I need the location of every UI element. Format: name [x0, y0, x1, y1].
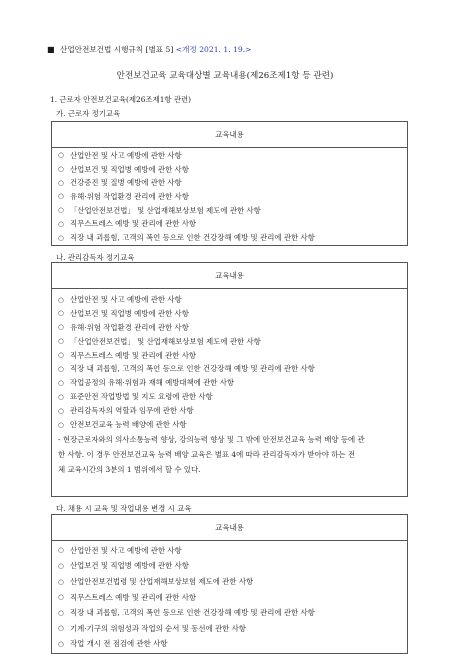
list-item-text: 관리감독자의 역할과 임무에 관한 사항: [70, 406, 194, 416]
list-item: [58, 574, 407, 590]
list-item-text: 직장 내 괴롭힘, 고객의 폭언 등으로 인한 건강장해 예방 및 관리에 관한 사항: [70, 608, 315, 618]
list-item-text: 산업안전 및 사고 예방에 관한 사항: [70, 545, 182, 555]
square-bullet-icon: ■: [47, 45, 55, 54]
list-item: [58, 293, 407, 307]
circle-bullet-icon: ○: [58, 406, 64, 415]
circle-bullet-icon: ○: [58, 546, 64, 555]
list-item: [58, 362, 407, 376]
list-item: [58, 231, 407, 245]
circle-bullet-icon: ○: [58, 165, 64, 174]
list-item-text: 산업보건 및 직업병 예방에 관한 사항: [70, 164, 189, 174]
list-item-text: 작업 개시 전 점검에 관한 사항: [70, 639, 168, 649]
list-item: [58, 559, 407, 575]
regulation-reference: 산업안전보건법 시행규칙 [별표 5]: [59, 45, 174, 54]
circle-bullet-icon: ○: [58, 206, 64, 215]
circle-bullet-icon: ○: [58, 151, 64, 160]
page-title: 안전보건교육 교육대상별 교육내용(제26조제1항 등 관련): [116, 71, 334, 81]
circle-bullet-icon: ○: [58, 337, 64, 346]
circle-bullet-icon: ○: [58, 309, 64, 318]
list-item: [58, 404, 407, 418]
circle-bullet-icon: ○: [58, 351, 64, 360]
list-item-text: 직무스트레스 예방 및 관리에 관한 사항: [70, 350, 196, 360]
supervisor-note: [52, 432, 407, 477]
list-item-text: 「산업안전보건법」 및 산업재해보상보험 제도에 관한 사항: [70, 205, 261, 215]
circle-bullet-icon: ○: [58, 178, 64, 187]
list-item-text: 작업공정의 유해·위험과 재해 예방대책에 관한 사항: [70, 378, 235, 388]
list-item: [58, 418, 407, 432]
list-item-text: 「산업안전보건법」 및 산업재해보상보험 제도에 관한 사항: [70, 336, 261, 346]
list-item-text: 산업안전 및 사고 예방에 관한 사항: [70, 150, 182, 160]
circle-bullet-icon: ○: [58, 420, 64, 429]
table-hiring-education: [51, 514, 408, 654]
list-item: [58, 349, 407, 363]
circle-bullet-icon: ○: [58, 295, 64, 304]
list-item: [58, 621, 407, 637]
subsection-a-heading: 가. 근로자 정기교육: [56, 109, 121, 118]
list-item-text: 기계·기구의 위험성과 작업의 순서 및 동선에 관한 사항: [70, 623, 246, 633]
list-item-text: 산업안전 및 사고 예방에 관한 사항: [70, 294, 182, 304]
list-item: [58, 176, 407, 190]
circle-bullet-icon: ○: [58, 233, 64, 242]
circle-bullet-icon: ○: [58, 364, 64, 373]
table-header: 교육내용: [52, 515, 407, 541]
list-item-text: 직무스트레스 예방 및 관리에 관한 사항: [70, 592, 196, 602]
list-item-text: 안전보건교육 능력 배양에 관한 사항: [70, 419, 187, 429]
list-item-text: 직장 내 괴롭힘, 고객의 폭언 등으로 인한 건강장해 예방 및 관리에 관한 사항: [70, 232, 315, 242]
subsection-b-heading: 나. 관리감독자 정기교육: [56, 253, 135, 262]
list-item-text: 직장 내 괴롭힘, 고객의 폭언 등으로 인한 건강장해 예방 및 관리에 관한 사항: [70, 364, 315, 374]
table-header: 교육내용: [52, 122, 407, 148]
list-item-text: 유해·위험 작업환경 관리에 관한 사항: [70, 191, 189, 201]
document-header: [47, 45, 251, 56]
list-item: [58, 307, 407, 321]
list-item-text: 직무스트레스 예방 및 관리에 관한 사항: [70, 219, 196, 229]
circle-bullet-icon: ○: [58, 323, 64, 332]
note-line: - 현장근로자와의 의사소통능력 향상, 강의능력 향상 및 그 밖에 안전보건교육 능력 배양 등에 관: [58, 434, 365, 444]
list-item: [58, 163, 407, 177]
circle-bullet-icon: ○: [58, 561, 64, 570]
table-worker-regular-education: [51, 121, 408, 246]
list-item: [58, 590, 407, 606]
list-item-text: 산업보건 및 직업병 예방에 관한 사항: [70, 561, 189, 571]
circle-bullet-icon: ○: [58, 593, 64, 602]
circle-bullet-icon: ○: [58, 639, 64, 648]
list-item: [58, 390, 407, 404]
list-item: [58, 376, 407, 390]
list-item-text: 유해·위험 작업환경 관리에 관한 사항: [70, 322, 189, 332]
revision-note: <개정 2021. 1. 19.>: [175, 45, 252, 54]
table-header: 교육내용: [52, 263, 407, 289]
note-line: 체 교육시간의 3분의 1 범위에서 할 수 있다.: [58, 464, 201, 474]
list-item: [58, 605, 407, 621]
list-item: [58, 204, 407, 218]
circle-bullet-icon: ○: [58, 219, 64, 228]
list-item-text: 표준안전 작업방법 및 지도 요령에 관한 사항: [70, 392, 213, 402]
circle-bullet-icon: ○: [58, 378, 64, 387]
circle-bullet-icon: ○: [58, 192, 64, 201]
list-item-text: 건강증진 및 질병 예방에 관한 사항: [70, 178, 182, 188]
circle-bullet-icon: ○: [58, 608, 64, 617]
circle-bullet-icon: ○: [58, 577, 64, 586]
list-item: [58, 149, 407, 163]
list-item: [58, 190, 407, 204]
subsection-c-heading: 다. 채용 시 교육 및 작업내용 변경 시 교육: [56, 504, 192, 513]
list-item: [58, 321, 407, 335]
content-list: [52, 289, 407, 432]
content-list: [52, 148, 407, 245]
list-item: [58, 637, 407, 653]
list-item: [58, 543, 407, 559]
note-line: 한 사항. 이 경우 안전보건교육 능력 배양 교육은 별표 4에 따라 관리감독자가 받아야 하는 전: [58, 449, 355, 459]
circle-bullet-icon: ○: [58, 624, 64, 633]
list-item-text: 산업안전보건법령 및 산업재해보상보험 제도에 관한 사항: [70, 576, 254, 586]
list-item: [58, 335, 407, 349]
list-item-text: 산업보건 및 직업병 예방에 관한 사항: [70, 308, 189, 318]
circle-bullet-icon: ○: [58, 392, 64, 401]
list-item: [58, 217, 407, 231]
section-heading-1: 1. 근로자 안전보건교육(제26조제1항 관련): [50, 95, 192, 104]
table-supervisor-regular-education: [51, 262, 408, 497]
content-list: [52, 541, 407, 652]
